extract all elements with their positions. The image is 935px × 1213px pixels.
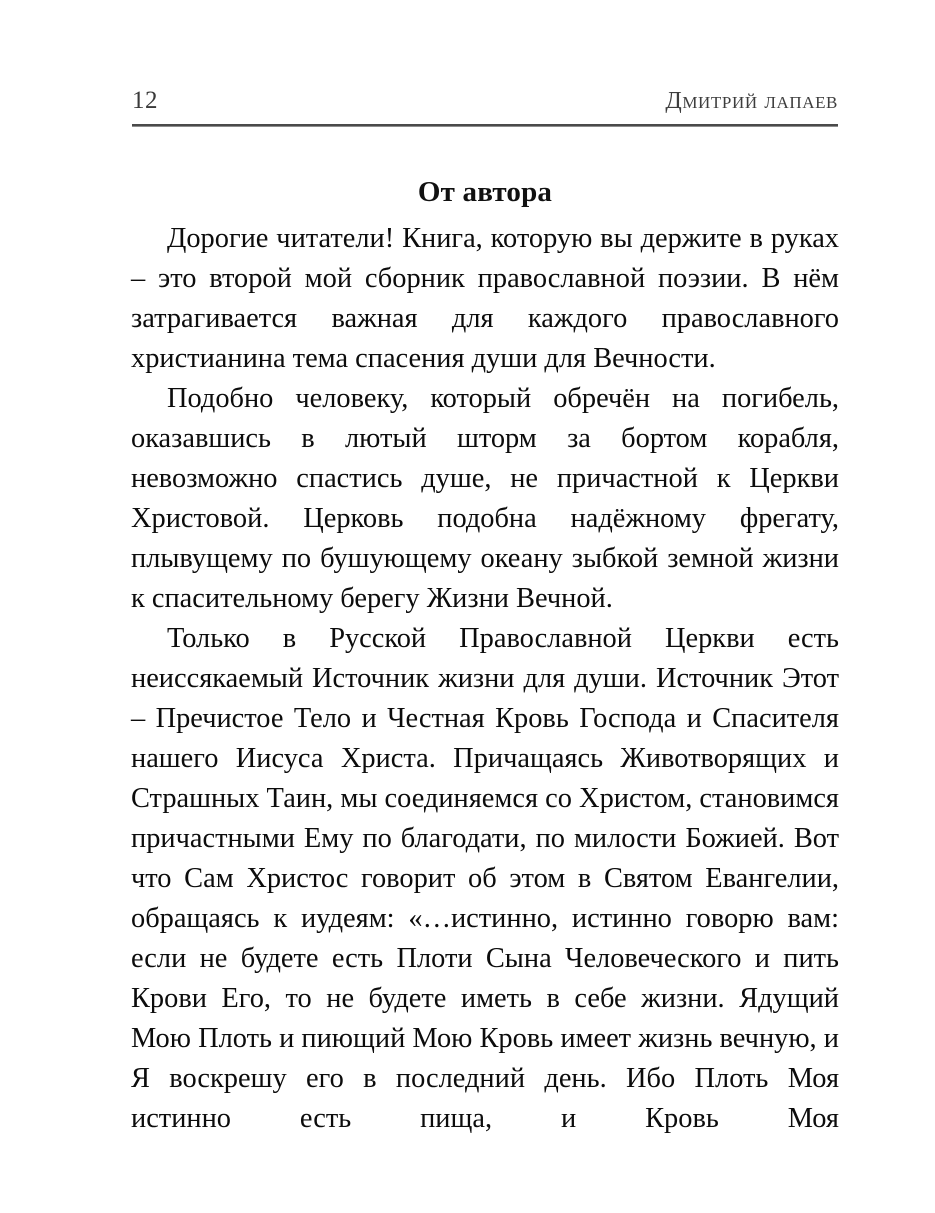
header-divider [132,124,838,127]
author-name: дмитрий лапаев [665,88,838,114]
paragraph: Подобно человеку, который обречён на погибель, оказавшись в лютый шторм за бортом корабля, невозможно спастись душе, не причастной к Церкви Христовой. Церковь подобна надёжному фрегату, плывущему по бушующему океану зыбкой земной жизни к спасительному берегу Жизни Вечной. [131,383,839,614]
paragraph: Только в Русской Православной Церкви есть неиссякаемый Источник жизни для души. Источник Этот – Пречистое Тело и Честная Кровь Господа и Спасителя нашего Иисуса Христа. Причащаясь Животворящих и Страшных Таин, мы соединяемся со Христом, становимся причастными Ему по благодати, по милости Божией. Вот что Сам Христос говорит об этом в Святом Евангелии, обращаясь к иудеям: «…истинно, истинно говорю вам: если не будете есть Плоти Сына Человеческого и пить Крови Его, то не будете иметь в себе жизни. Ядущий Мою Плоть и пиющий Мою Кровь имеет жизнь вечную, и Я воскрешу его в последний день. Ибо Плоть Моя истинно есть пища, и Кровь Моя [131,623,839,1134]
body-text [131,219,839,1139]
page-title: От автора [417,176,553,209]
page-number: 12 [132,87,158,114]
running-head [132,88,838,113]
paragraph: Дорогие читатели! Книга, которую вы держите в руках – это второй мой сборник православной поэзии. В нём затрагивается важная для каждого православного христианина тема спасения души для Вечности. [131,223,839,374]
